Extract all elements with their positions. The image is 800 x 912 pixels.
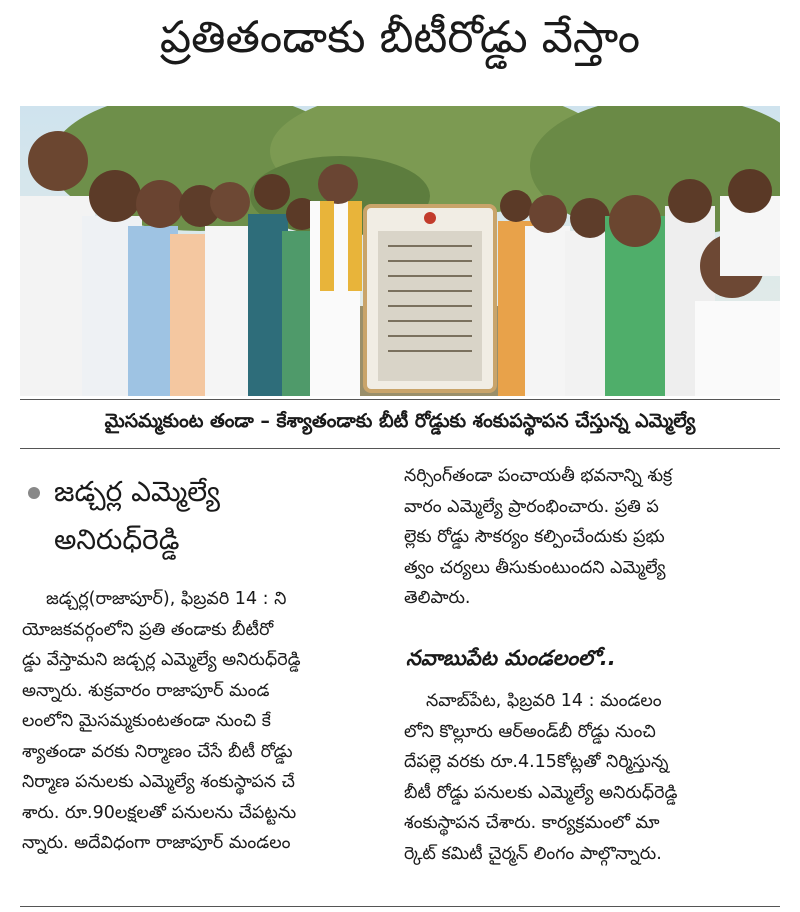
caption-bottom-rule (20, 448, 780, 449)
text-line: నిర్మాణ పనులకు ఎమ్మెల్యే శంకుస్థాపన చే (22, 772, 295, 792)
text-line: లంలోని మైసమ్మకుంటతండా నుంచి కే (22, 711, 271, 731)
text-line: డ్డు వేస్తామని జడ్చర్ల ఎమ్మెల్యే అనిరుధ్‌రెడ్డి (22, 650, 301, 670)
subtitle (28, 468, 220, 564)
right-column-bottom (404, 686, 772, 869)
text-line: నవాబ్‌పేట, ఫిబ్రవరి 14 : మండలం (426, 691, 662, 711)
text-line: నర్సింగ్‌తండా పంచాయతీ భవనాన్ని శుక్ర (404, 466, 673, 486)
text-line: శారు. రూ.90లక్షలతో పనులను చేపట్టను (22, 802, 297, 823)
group-photo-foundation-stone-icon (20, 106, 780, 396)
text-line: బీటీ రోడ్డు పనులకు ఎమ్మెల్యే అనిరుధ్‌రెడ్డి (404, 782, 678, 803)
bottom-rule (20, 906, 780, 907)
subtitle-line-2: అనిరుధ్‌రెడ్డి (54, 523, 180, 556)
text-line: శ్యాతండా వరకు నిర్మాణం చేసే బీటీ రోడ్డు (22, 741, 293, 762)
photo-caption: మైసమ్మకుంట తండా – కేశ్యాతండాకు బీటీ రోడ్డుకు శంకుపస్థాపన చేస్తున్న ఎమ్మెల్యే (104, 410, 696, 432)
text-line: దేపల్లె వరకు రూ.4.15కోట్లతో నిర్మిస్తున్న (404, 752, 669, 772)
text-line: శంకుస్థాపన చేశారు. కార్యక్రమంలో మా (404, 813, 660, 833)
text-line: అన్నారు. శుక్రవారం రాజాపూర్ మండ (22, 680, 270, 701)
section-subhead: నవాబుపేట మండలంలో.. (406, 646, 616, 670)
bullet-icon (28, 487, 40, 499)
left-column (22, 584, 380, 859)
right-column-top (404, 461, 772, 614)
caption-top-rule (20, 399, 780, 400)
text-line: జడ్చర్ల(రాజాపూర్), ఫిబ్రవరి 14 : ని (46, 589, 287, 609)
news-photo (20, 106, 780, 396)
text-line: ర్కెట్ కమిటీ చైర్మన్ లింగం పాల్గొన్నారు. (404, 843, 662, 864)
text-line: తెలిపారు. (404, 588, 471, 608)
headline: ప్రతితండాకు బీటీరోడ్డు వేస్తాం (159, 12, 641, 63)
subtitle-line-1: జడ్చర్ల ఎమ్మెల్యే (54, 475, 220, 508)
text-line: న్నారు. అదేవిధంగా రాజాపూర్ మండలం (22, 833, 291, 853)
text-line: త్వం చర్యలు తీసుకుంటుందని ఎమ్మెల్యే (404, 557, 666, 578)
text-line: యోజకవర్గంలోని ప్రతి తండాకు బీటీరో (22, 619, 274, 640)
text-line: ల్లెకు రోడ్డు సౌకర్యం కల్పించేందుకు ప్రభు (404, 527, 665, 547)
text-line: లోని కొల్లూరు ఆర్అండ్‌బీ రోడ్డు నుంచి (404, 721, 656, 742)
text-line: వారం ఎమ్మెల్యే ప్రారంభించారు. ప్రతి ప (404, 496, 659, 517)
